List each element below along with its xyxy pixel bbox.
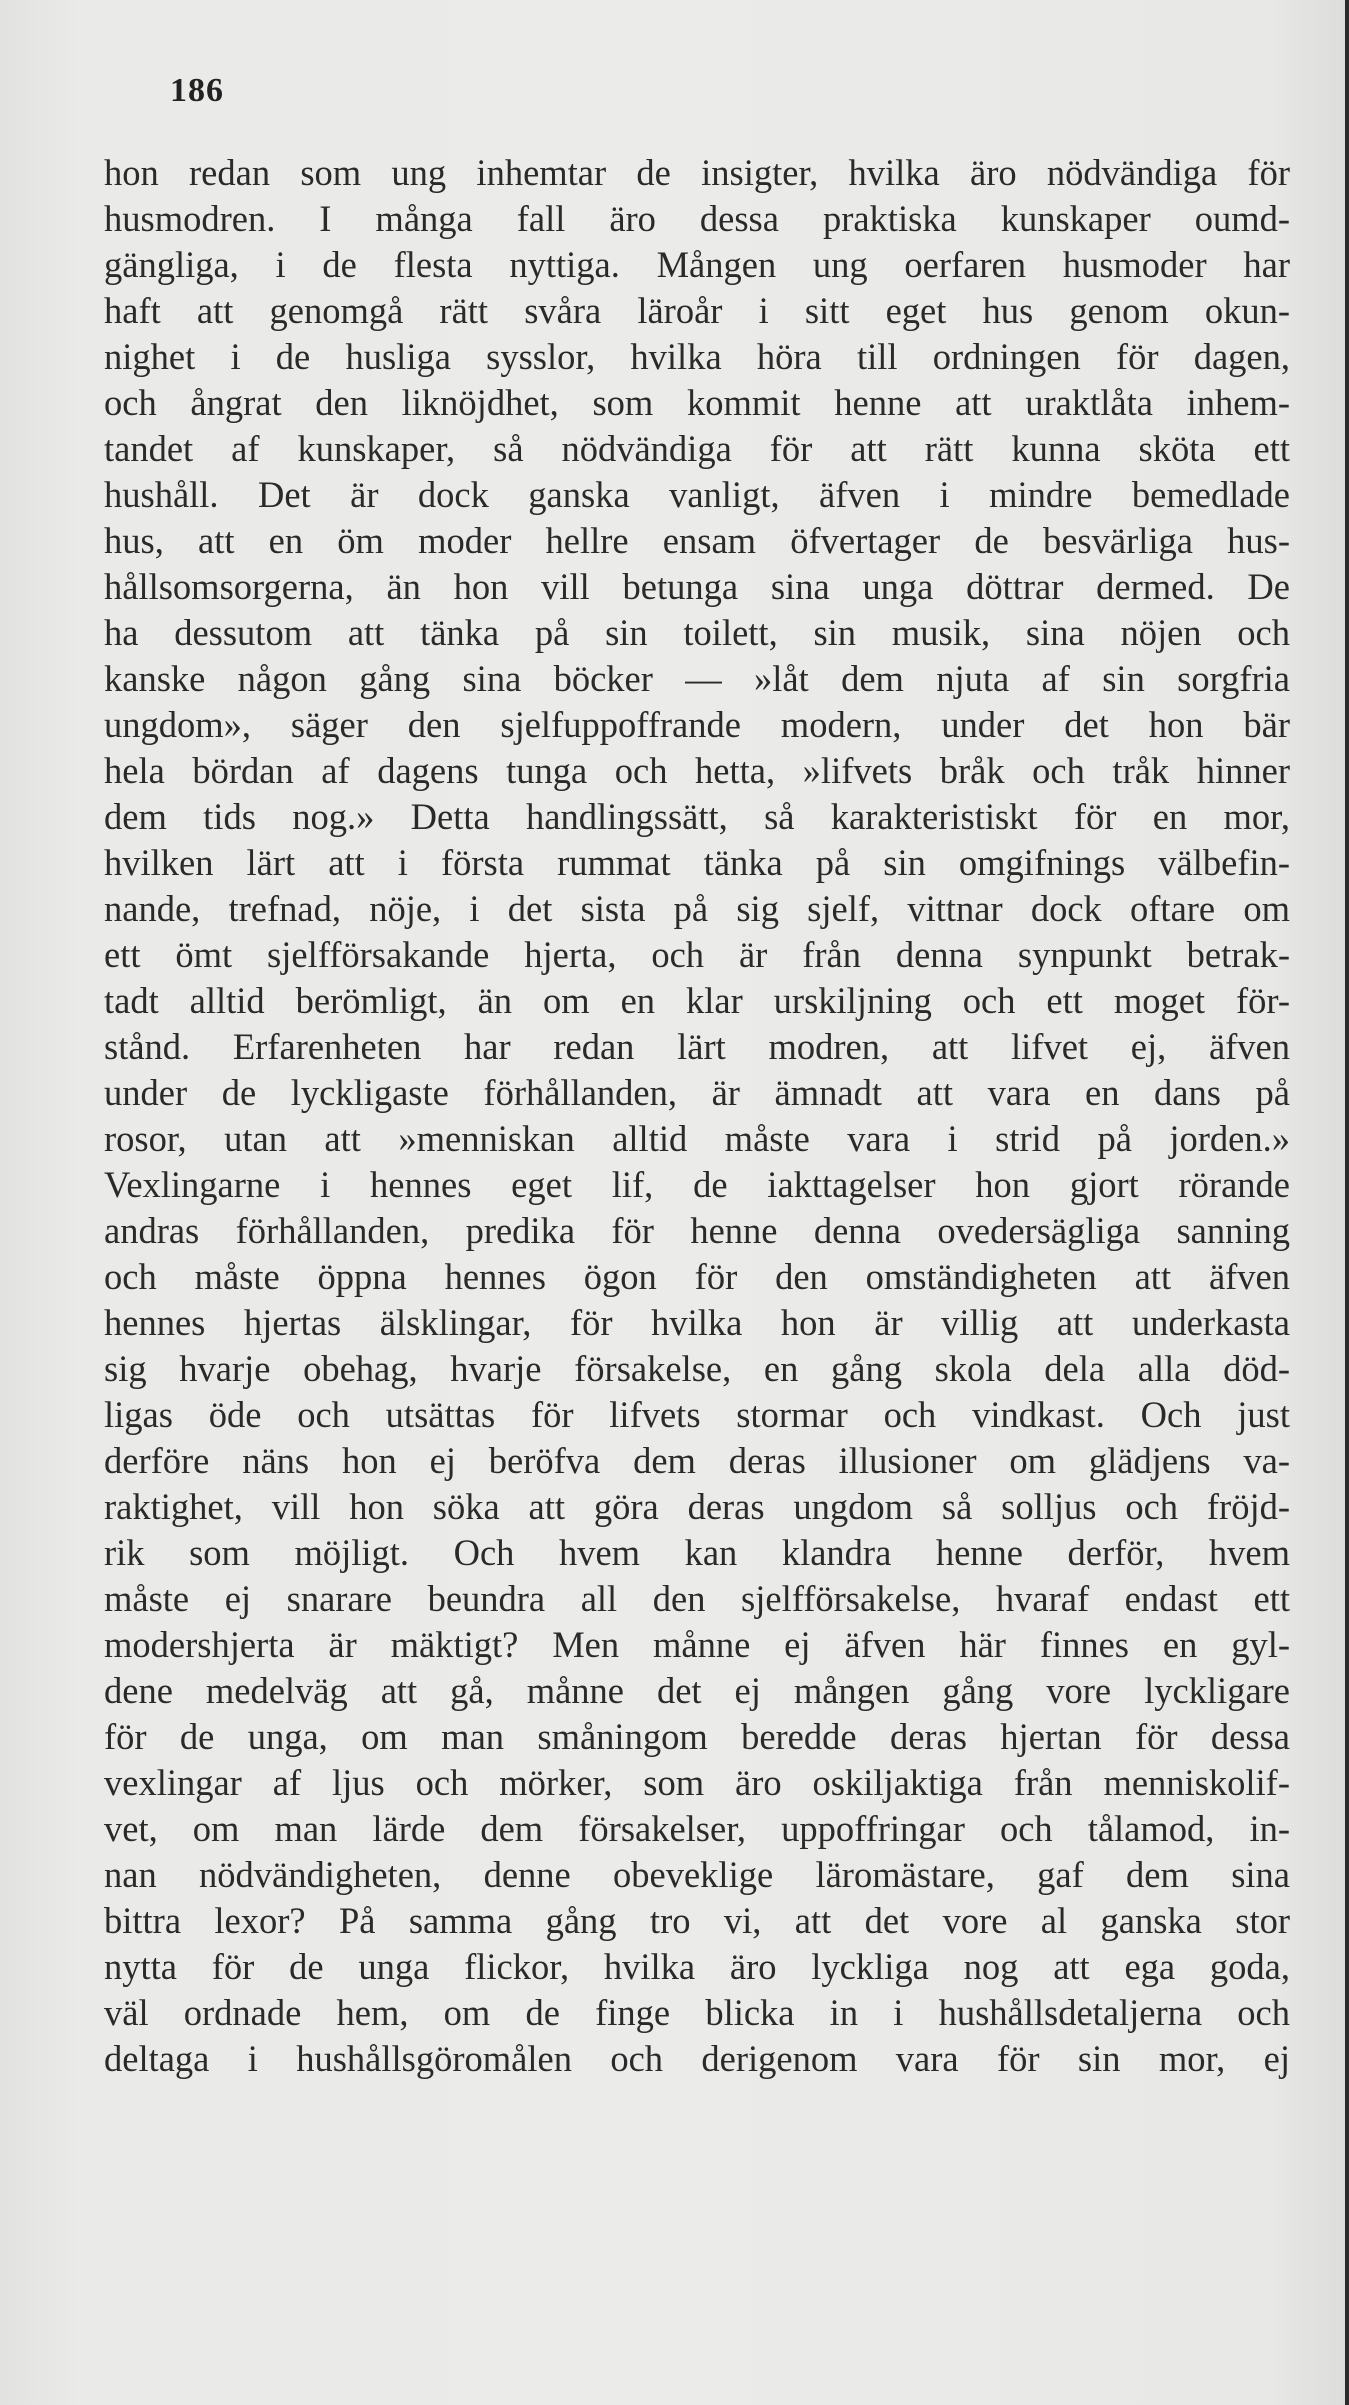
text-line: vet, om man lärde dem försakelser, uppoffringar och tålamod, in- — [104, 1808, 1290, 1849]
text-line: derföre näns hon ej beröfva dem deras illusioner om glädjens va- — [104, 1440, 1290, 1481]
text-line: hon redan som ung inhemtar de insigter, hvilka äro nödvändiga för — [104, 152, 1290, 193]
text-line: tadt alltid berömligt, än om en klar urskiljning och ett moget för- — [104, 980, 1290, 1021]
text-line: husmodren. I många fall äro dessa praktiska kunskaper oumd- — [104, 198, 1290, 239]
text-line: och måste öppna hennes ögon för den omständigheten att äfven — [104, 1256, 1290, 1297]
text-line: under de lyckligaste förhållanden, är ämnadt att vara en dans på — [104, 1072, 1290, 1113]
text-line: gängliga, i de flesta nyttiga. Mången ung oerfaren husmoder har — [104, 244, 1290, 285]
text-line: deltaga i hushållsgöromålen och derigenom vara för sin mor, ej — [104, 2038, 1290, 2079]
text-line: och ångrat den liknöjdhet, som kommit henne att uraktlåta inhem- — [104, 382, 1290, 423]
text-line: kanske någon gång sina böcker — »låt dem njuta af sin sorgfria — [104, 658, 1290, 699]
page-number: 186 — [170, 72, 224, 109]
text-line: ligas öde och utsättas för lifvets stormar och vindkast. Och just — [104, 1394, 1290, 1435]
text-line: haft att genomgå rätt svåra läroår i sitt eget hus genom okun- — [104, 290, 1290, 331]
text-line: bittra lexor? På samma gång tro vi, att det vore al ganska stor — [104, 1900, 1290, 1941]
text-line: hushåll. Det är dock ganska vanligt, äfven i mindre bemedlade — [104, 474, 1290, 515]
text-line: hus, att en öm moder hellre ensam öfvertager de besvärliga hus- — [104, 520, 1290, 561]
text-line: hållsomsorgerna, än hon vill betunga sina unga döttrar dermed. De — [104, 566, 1290, 607]
text-line: dene medelväg att gå, månne det ej mången gång vore lyckligare — [104, 1670, 1290, 1711]
body-text — [104, 150, 1290, 2082]
text-line: ungdom», säger den sjelfuppoffrande modern, under det hon bär — [104, 704, 1290, 745]
page-edge-shadow — [1345, 0, 1349, 2405]
text-line: nytta för de unga flickor, hvilka äro lyckliga nog att ega goda, — [104, 1946, 1290, 1987]
text-line: andras förhållanden, predika för henne denna ovedersägliga sanning — [104, 1210, 1290, 1251]
text-line: väl ordnade hem, om de finge blicka in i hushållsdetaljerna och — [104, 1992, 1290, 2033]
text-line: rosor, utan att »menniskan alltid måste vara i strid på jorden.» — [104, 1118, 1290, 1159]
text-line: dem tids nog.» Detta handlingssätt, så karakteristiskt för en mor, — [104, 796, 1290, 837]
text-line: modershjerta är mäktigt? Men månne ej äfven här finnes en gyl- — [104, 1624, 1290, 1665]
text-line: sig hvarje obehag, hvarje försakelse, en gång skola dela alla död- — [104, 1348, 1290, 1389]
text-line: hennes hjertas älsklingar, för hvilka hon är villig att underkasta — [104, 1302, 1290, 1343]
text-line: hvilken lärt att i första rummat tänka på sin omgifnings välbefin- — [104, 842, 1290, 883]
text-line: hela bördan af dagens tunga och hetta, »lifvets bråk och tråk hinner — [104, 750, 1290, 791]
text-line: vexlingar af ljus och mörker, som äro oskiljaktiga från menniskolif- — [104, 1762, 1290, 1803]
text-line: rik som möjligt. Och hvem kan klandra henne derför, hvem — [104, 1532, 1290, 1573]
text-line: ha dessutom att tänka på sin toilett, sin musik, sina nöjen och — [104, 612, 1290, 653]
text-line: ett ömt sjelfförsakande hjerta, och är från denna synpunkt betrak- — [104, 934, 1290, 975]
text-line: nan nödvändigheten, denne obeveklige läromästare, gaf dem sina — [104, 1854, 1290, 1895]
text-line: tandet af kunskaper, så nödvändiga för att rätt kunna sköta ett — [104, 428, 1290, 469]
text-line: nande, trefnad, nöje, i det sista på sig sjelf, vittnar dock oftare om — [104, 888, 1290, 929]
text-line: Vexlingarne i hennes eget lif, de iakttagelser hon gjort rörande — [104, 1164, 1290, 1205]
text-line: för de unga, om man småningom beredde deras hjertan för dessa — [104, 1716, 1290, 1757]
text-line: stånd. Erfarenheten har redan lärt modren, att lifvet ej, äfven — [104, 1026, 1290, 1067]
text-line: raktighet, vill hon söka att göra deras ungdom så solljus och fröjd- — [104, 1486, 1290, 1527]
text-line: måste ej snarare beundra all den sjelfförsakelse, hvaraf endast ett — [104, 1578, 1290, 1619]
text-line: nighet i de husliga sysslor, hvilka höra till ordningen för dagen, — [104, 336, 1290, 377]
